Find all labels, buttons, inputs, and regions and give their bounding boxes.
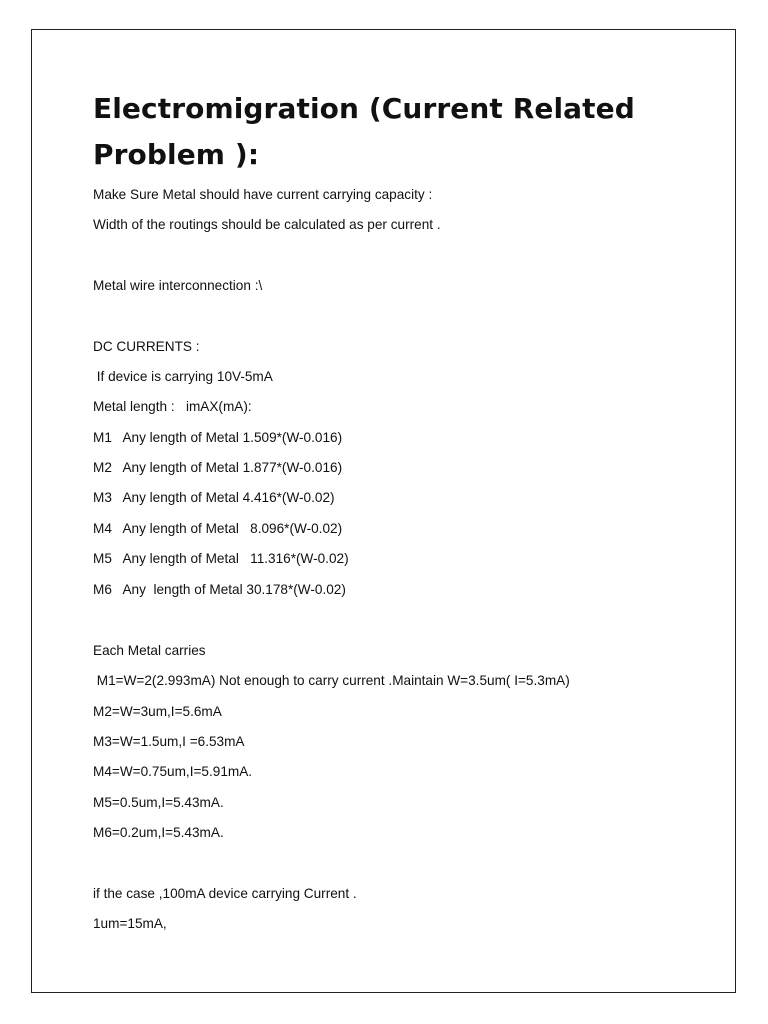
text-line-m3-formula: M3 Any length of Metal 4.416*(W-0.02) bbox=[93, 490, 335, 505]
text-line-m4-result: M4=W=0.75um,I=5.91mA. bbox=[93, 764, 253, 779]
text-line-m3-result: M3=W=1.5um,I =6.53mA bbox=[93, 734, 245, 749]
text-line-m6-result: M6=0.2um,I=5.43mA. bbox=[93, 825, 224, 840]
text-line-capacity: Make Sure Metal should have current carrying capacity : bbox=[93, 187, 433, 202]
text-line-width-routing: Width of the routings should be calculated as per current . bbox=[93, 217, 441, 232]
text-line-m5-formula: M5 Any length of Metal 11.316*(W-0.02) bbox=[93, 551, 349, 566]
text-line-metal-length-header: Metal length : imAX(mA): bbox=[93, 399, 252, 414]
text-line-interconnection: Metal wire interconnection :\ bbox=[93, 278, 263, 293]
text-line-m4-formula: M4 Any length of Metal 8.096*(W-0.02) bbox=[93, 521, 343, 536]
text-line-1um-15ma: 1um=15mA, bbox=[93, 916, 167, 931]
text-line-device-current: If device is carrying 10V-5mA bbox=[93, 369, 273, 384]
text-line-100ma-case: if the case ,100mA device carrying Current . bbox=[93, 886, 357, 901]
document-page bbox=[31, 29, 736, 993]
text-line-dc-currents: DC CURRENTS : bbox=[93, 339, 200, 354]
text-line-m2-result: M2=W=3um,I=5.6mA bbox=[93, 704, 222, 719]
text-line-each-metal: Each Metal carries bbox=[93, 643, 206, 658]
page-title: Electromigration (Current Related Problem ): bbox=[93, 92, 635, 171]
text-line-m2-formula: M2 Any length of Metal 1.877*(W-0.016) bbox=[93, 460, 343, 475]
text-line-m1-formula: M1 Any length of Metal 1.509*(W-0.016) bbox=[93, 430, 343, 445]
text-line-m1-result: M1=W=2(2.993mA) Not enough to carry current .Maintain W=3.5um( I=5.3mA) bbox=[93, 673, 570, 688]
text-line-m6-formula: M6 Any length of Metal 30.178*(W-0.02) bbox=[93, 582, 346, 597]
text-line-m5-result: M5=0.5um,I=5.43mA. bbox=[93, 795, 224, 810]
